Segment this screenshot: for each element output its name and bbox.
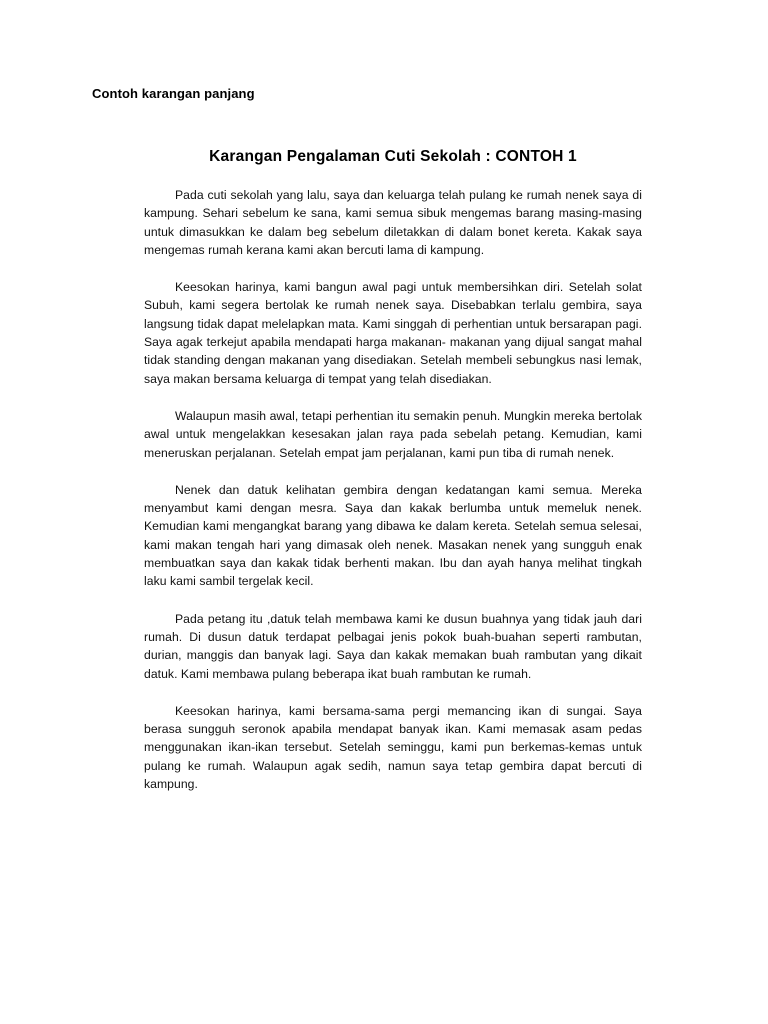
essay-paragraph: Walaupun masih awal, tetapi perhentian itu semakin penuh. Mungkin mereka bertolak awal untuk mengelakkan kesesakan jalan raya pada sebelah petang. Kemudian, kami meneruskan perjalanan. Setelah empat jam perjalanan, kami pun tiba di rumah nenek. [144,408,642,460]
page-heading: Contoh karangan panjang [92,86,255,101]
essay-paragraph: Pada cuti sekolah yang lalu, saya dan keluarga telah pulang ke rumah nenek saya di kampung. Sehari sebelum ke sana, kami semua sibuk mengemas barang masing-masing untuk dimasukkan ke dalam beg sebelum diletakkan di dalam bonet kereta. Kakak saya mengemas rumah kerana kami akan bercuti lama di kampung. [144,188,642,257]
essay-paragraph: Pada petang itu ,datuk telah membawa kami ke dusun buahnya yang tidak jauh dari rumah. Di dusun datuk terdapat pelbagai jenis pokok buah-buahan seperti rambutan, durian, manggis dan banyak lagi. Saya dan kakak memakan buah rambutan yang dikait datuk. Kami membawa pulang beberapa ikat buah rambutan ke rumah. [144,611,642,681]
essay-paragraph: Keesokan harinya, kami bersama-sama pergi memancing ikan di sungai. Saya berasa sungguh seronok apabila mendapat banyak ikan. Kami memasak asam pedas menggunakan ikan-ikan tersebut. Setelah seminggu, kami pun berkemas-kemas untuk pulang ke rumah. Walaupun agak sedih, namun saya tetap gembira dapat bercuti di kampung. [144,703,642,792]
essay-body [144,148,642,812]
essay-paragraph: Nenek dan datuk kelihatan gembira dengan kedatangan kami semua. Mereka menyambut kami dengan mesra. Saya dan kakak berlumba untuk memeluk nenek. Kemudian kami mengangkat barang yang dibawa ke dalam kereta. Setelah semua selesai, kami makan tengah hari yang dimasak oleh nenek. Masakan nenek yang sungguh enak membuatkan saya dan kakak tidak berhenti makan. Ibu dan ayah hanya melihat tingkah laku kami sambil tergelak kecil. [144,482,642,589]
essay-title: Karangan Pengalaman Cuti Sekolah : CONTOH 1 [209,148,577,165]
essay-paragraph: Keesokan harinya, kami bangun awal pagi untuk membersihkan diri. Setelah solat Subuh, kami segera bertolak ke rumah nenek saya. Disebabkan terlalu gembira, saya langsung tidak dapat melelapkan mata. Kami singgah di perhentian untuk bersarapan pagi. Saya agak terkejut apabila mendapati harga makanan- makanan yang dijual sangat mahal tidak standing dengan makanan yang disediakan. Setelah membeli sebungkus nasi lemak, saya makan bersama keluarga di tempat yang telah disediakan. [144,280,642,386]
